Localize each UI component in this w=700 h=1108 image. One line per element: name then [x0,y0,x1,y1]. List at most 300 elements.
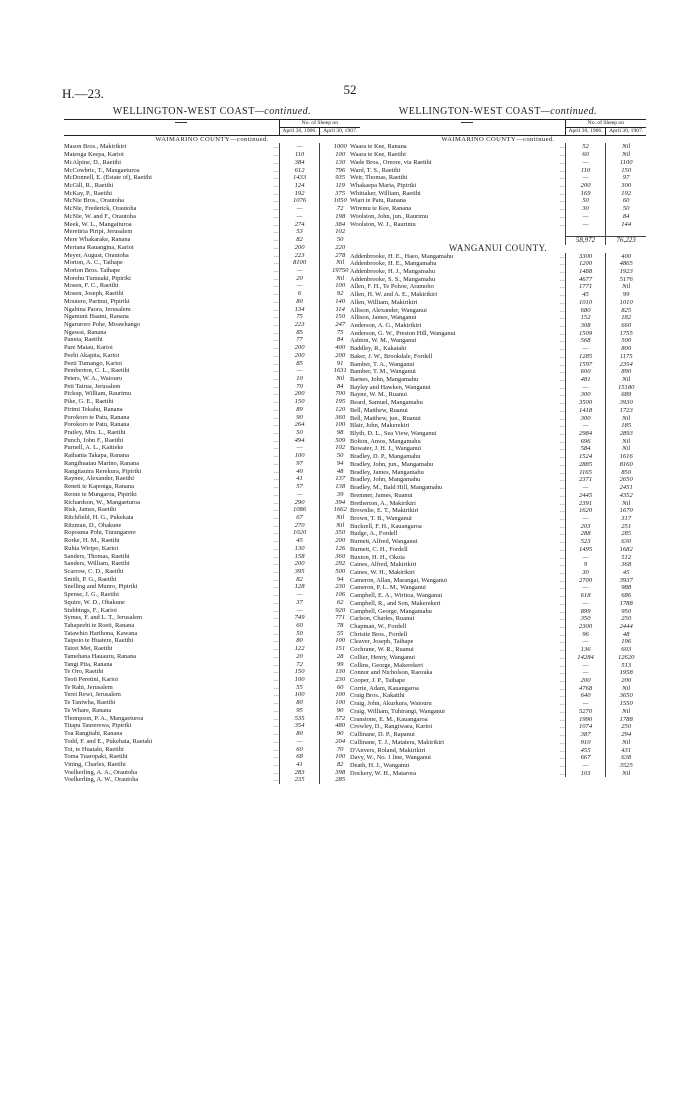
table-row [64,414,360,422]
owner-name: Ruhia Wiripo, Karioi ... [64,544,279,552]
sheep-1906: 1418 [565,407,606,415]
sheep-1906: 612 [279,167,320,175]
table-row [64,452,360,460]
table-row [350,190,646,198]
table-row [64,746,360,754]
table-row [350,205,646,213]
wanganui-section-heading: WANGANUI COUNTY. [448,242,548,253]
sheep-1907: 1788 [606,600,646,608]
sheep-1907: 3525 [606,762,646,770]
table-row [64,614,360,622]
owner-name: Ropoama Pohi, Turangarere ... [64,529,279,537]
sheep-1907: 120 [320,406,360,414]
sheep-1907: 2650 [606,476,646,484]
page-number: 52 [343,82,357,97]
sheep-1906: 1509 [565,330,606,338]
sheep-1906: 1076 [279,197,320,205]
sheep-1907: Nil [606,739,646,747]
owner-name: Teoti Peretini, Karioi ... [64,676,279,684]
sheep-1907: 94 [320,576,360,584]
owner-name: Ward, T. S., Raetihi ... [350,166,565,174]
owner-name: Anderson, A. G., Makirikiri ... [350,321,565,329]
sheep-1907: 294 [606,731,646,739]
sheep-1906: 584 [565,445,606,453]
sheep-1907: 1050 [320,197,360,205]
sheep-1906: 37 [279,599,320,607]
table-row [64,182,360,190]
owner-name: Allen, H. W. and A. E., Makirikiri ... [350,291,565,299]
owner-name: McNie Bros., Orautoha ... [64,197,279,205]
owner-name: Campbell, George, Mangamahu ... [350,607,565,615]
sheep-1907: 1755 [606,330,646,338]
table-row [350,646,646,654]
sheep-1906: 8100 [279,259,320,267]
sheep-1907: Nil [606,415,646,423]
table-row [64,499,360,507]
sheep-1906: 235 [279,776,320,784]
sheep-1907: 1670 [606,507,646,515]
owner-name: Peters, W. A., Waiouru ... [64,375,279,382]
table-row [350,276,646,284]
sheep-1907: 12620 [606,654,646,662]
owner-name: Todd, F. and E., Pukehata, Raetahi ... [64,737,279,745]
owner-name: Mere Whakarake, Ranana ... [64,236,279,244]
owner-name: Barnes, John, Mangamahu ... [350,376,565,383]
owner-name: Reone te Mungaroa, Pipiriki ... [64,490,279,498]
owner-name: Collier, Henry, Wanganui ... [350,653,565,661]
sheep-1906: 57 [279,483,320,491]
table-row [350,747,646,755]
sheep-1906: 52 [565,143,606,151]
owner-name: Bamber, T. M., Wanganui ... [350,368,565,376]
owner-name: Ngamuni Haami, Ranana ... [64,313,279,321]
sheep-1906: 3300 [565,253,606,261]
sheep-1907: 196 [606,638,646,646]
owner-name: McKay, P., Raetihi ... [64,189,279,197]
sheep-1906: 72 [279,661,320,669]
owner-name: Christie Bros., Fordell ... [350,630,565,638]
owner-name: Te Rahi, Jerusalem ... [64,683,279,691]
sheep-1906: 70 [279,383,320,391]
sheep-1907: 130 [320,159,360,167]
sheep-1907: Nil [606,376,646,384]
sheep-1906: — [565,213,606,221]
sheep-1907: 250 [606,615,646,623]
owner-name: Pickup, William, Raurimu ... [64,390,279,398]
owner-name: Porokoro te Patu, Ranana ... [64,413,279,421]
sheep-1907: 150 [606,167,646,175]
sheep-1906: 150 [279,668,320,676]
sheep-1907: 138 [320,483,360,491]
sheep-1906: 1010 [565,299,606,307]
owner-name: Tangi Pita, Ranana ... [64,660,279,668]
table-row [350,677,646,685]
right-group-header: No. of Sheep on [565,119,646,127]
sheep-1906: 203 [565,523,606,531]
sheep-1907: 90 [320,707,360,715]
sheep-1906: 2885 [565,461,606,469]
sheep-1906: 82 [279,576,320,584]
sheep-1907: Nil [606,151,646,159]
owner-name: Caines, Alfred, Makirikiri ... [350,561,565,569]
owner-name: Sanders, William, Raetihi ... [64,560,279,568]
table-row [64,336,360,344]
sheep-1906: — [565,584,606,592]
sheep-1906: 283 [279,769,320,777]
sheep-1906: 85 [279,329,320,337]
table-row [64,553,360,561]
sheep-1906: 77 [279,336,320,344]
sheep-1906: 100 [279,676,320,684]
owner-name: Tahapeehi te Roeti, Ranana ... [64,622,279,629]
sheep-1907: 126 [320,545,360,553]
table-row [350,515,646,523]
sheep-1906: 274 [279,221,320,229]
sheep-1906: 82 [279,236,320,244]
table-row [350,600,646,608]
owner-name: Ritchfield, H. G., Pukekata ... [64,513,279,521]
owner-name: Brown, T. B., Wanganui ... [350,514,565,522]
sheep-1906: 134 [279,306,320,314]
owner-name: McDonnell, E. (Estate of), Raetihi ... [64,174,279,182]
owner-name: Bretherton, A., Makirikiri ... [350,499,565,507]
table-row [350,453,646,461]
owner-name: Blyth, D. L., Sea View, Wanganui ... [350,430,565,438]
sheep-1907: 82 [320,761,360,769]
sheep-1907: 15180 [606,384,646,392]
sheep-1906: — [279,267,320,275]
table-row [350,368,646,376]
owner-name: Collins, George, Makerekeri ... [350,661,565,669]
owner-name: Snelling and Munro, Pipiriki ... [64,583,279,591]
table-row [64,306,360,314]
sheep-1906: 910 [565,739,606,747]
sheep-1907: Nil [606,283,646,291]
owner-name: Addenbrooke, H. E., Mangamahu ... [350,260,565,268]
sheep-1907: 192 [606,190,646,198]
table-row [350,422,646,430]
sheep-1907: 278 [320,252,360,260]
sheep-1907: 50 [320,452,360,460]
sheep-1907: 384 [320,221,360,229]
sheep-1906: 1620 [565,507,606,515]
table-row [64,699,360,707]
table-row [350,530,646,538]
sheep-1906: — [279,213,320,221]
table-row [350,685,646,693]
table-row [64,360,360,368]
sheep-1906: 85 [279,360,320,368]
owner-name: Wiremu te Kee, Ranana ... [350,205,565,213]
owner-name: Bolton, Amos, Mangamahu ... [350,437,565,445]
sheep-1907: 98 [320,429,360,437]
owner-name: Smith, P. G., Raetihi ... [64,575,279,583]
sheep-1906: 68 [279,753,320,761]
table-row [64,761,360,769]
sheep-1906: 41 [279,761,320,769]
sheep-1907: 512 [606,554,646,562]
sheep-1906: 1990 [565,716,606,724]
owner-name: Bell, Matthew, jun., Ruanui ... [350,414,565,422]
left-column [64,108,360,784]
sheep-1907: 100 [320,691,360,699]
sheep-1907: 686 [606,592,646,600]
owner-name: Spense, J. G., Raetihi ... [64,591,279,599]
sheep-1907: 3937 [606,577,646,585]
sheep-1906: 10 [279,375,320,383]
table-row [64,143,360,151]
sheep-1906: 523 [565,538,606,546]
sheep-1906: 618 [565,592,606,600]
table-row [350,623,646,631]
sheep-1907: 60 [606,197,646,205]
table-row [64,722,360,730]
owner-name: Vining, Charles, Raetihi ... [64,760,279,768]
sheep-1907: 90 [320,730,360,738]
owner-name: Addenbrooke, H. J., Mangamahu ... [350,267,565,275]
owner-name: Woolston, W. J., Raurimu ... [350,220,565,228]
sheep-1907: 151 [320,645,360,653]
sheep-1906: 50 [565,197,606,205]
table-row [350,638,646,646]
sheep-1906: 2984 [565,430,606,438]
sheep-1906: 200 [279,352,320,360]
table-row [64,599,360,607]
sheep-1906: 680 [565,307,606,315]
sheep-1907: 375 [320,190,360,198]
owner-name: Pratley, Mrs. L., Raetihi ... [64,429,279,437]
table-row [64,545,360,553]
table-row [64,174,360,182]
sheep-1906: 1433 [279,174,320,182]
sheep-1906: 75 [279,313,320,321]
table-row [350,376,646,384]
table-row [350,415,646,423]
owner-name: Mosen, Joseph, Raetihi ... [64,290,279,298]
owner-name: Death, H. J., Wanganui ... [350,761,565,769]
owner-name: Peehi Akapita, Karioi ... [64,351,279,359]
owner-name: Pemberton, C. L., Raetihi ... [64,367,279,375]
sheep-1906: 95 [279,707,320,715]
table-row [64,367,360,375]
sheep-1906: 200 [565,182,606,190]
sheep-1907: 75 [320,329,360,337]
table-row [350,159,646,167]
sheep-1907: 45 [606,569,646,577]
owner-name: Cullinane, T. J., Matatera, Makirikiri ... [350,738,565,746]
sheep-1906: 494 [279,437,320,445]
sheep-1907: 850 [606,469,646,477]
owner-name: McAlpine, D., Raetihi ... [64,158,279,166]
table-row [64,352,360,360]
sheep-1906: — [565,484,606,492]
sheep-1906: 667 [565,754,606,762]
owner-name: Waara te Kee, Ranana ... [350,143,565,151]
sheep-1906: 1597 [565,361,606,369]
table-row [64,529,360,537]
sheep-1907: 100 [320,421,360,429]
table-row [64,645,360,653]
sheep-1907: 60 [320,684,360,692]
owner-name: Wade Bros., Oreore, via Raetihi ... [350,158,565,166]
owner-name: Tamehana Hauauru, Ranana ... [64,652,279,660]
table-row [64,607,360,615]
table-row [64,197,360,205]
sheep-1907: 119 [320,182,360,190]
sheep-1907: 39 [320,491,360,499]
sheep-1906: 192 [279,190,320,198]
sheep-1907: 48 [320,468,360,476]
table-row [350,708,646,716]
sheep-1906: — [279,491,320,499]
sheep-1907: 100 [320,637,360,645]
table-row [64,421,360,429]
table-row [350,253,646,261]
sheep-1907: 50 [606,205,646,213]
sheep-1907: 1723 [606,407,646,415]
owner-name: Voelkerling, A. A., Orautoha ... [64,768,279,776]
sheep-1906: 2300 [565,623,606,631]
owner-name: Rorke, H. M., Raetihi ... [64,537,279,545]
sheep-1906: 1771 [565,283,606,291]
table-row [64,167,360,175]
table-row [350,430,646,438]
sheep-1907: 78 [320,622,360,630]
owner-name: McGill, R., Raetihi ... [64,182,279,190]
owner-name: Purnell, A. L., Kaitieke ... [64,444,279,452]
sheep-1906: 96 [565,631,606,639]
left-sheep-table [64,119,360,784]
sheep-1907: 182 [606,314,646,322]
table-row [64,151,360,159]
sheep-1906: 14284 [565,654,606,662]
owner-name: Morton, A. C., Taihape ... [64,259,279,267]
table-row [350,692,646,700]
table-row [350,731,646,739]
sheep-1907: 1616 [606,453,646,461]
owner-name: Sanders, Thomas, Raetihi ... [64,552,279,560]
sheep-1907: 1550 [606,700,646,708]
sheep-1906: 270 [279,522,320,530]
owner-name: Ngahina Paora, Jerusalem ... [64,305,279,313]
owner-name: Taipoto te Huatere, Raetihi ... [64,637,279,645]
sheep-1906: 50 [279,630,320,638]
table-row [64,622,360,630]
owner-name: Bell, Matthew, Ruanui ... [350,406,565,414]
sheep-1906: — [279,591,320,599]
sheep-1906: — [565,638,606,646]
sheep-1907: 5176 [606,276,646,284]
sheep-1907: 8160 [606,461,646,469]
owner-name: Craig, William, Tuhirangi, Wanganui ... [350,707,565,715]
sheep-1906: 110 [565,167,606,175]
sheep-1906: 640 [565,692,606,700]
owner-name: Cochrane, W. R., Ruanui ... [350,646,565,654]
sheep-1907: 3650 [606,692,646,700]
table-row [350,546,646,554]
table-row [64,267,360,275]
table-row [350,291,646,299]
owner-name: Mosen, F. C., Raetihi ... [64,282,279,290]
sheep-1906: 110 [279,151,320,159]
sheep-1907: 19750 [320,267,360,275]
left-name-header [64,119,279,135]
table-row [64,282,360,290]
table-row [64,653,360,661]
left-col1-header: April 30, 1906. [279,127,320,135]
right-name-header [350,119,565,135]
owner-name: Beard, Samuel, Mangamahu ... [350,399,565,407]
table-row [350,407,646,415]
sheep-1906: 1524 [565,453,606,461]
sheep-1906: — [565,762,606,770]
sheep-1906: 600 [565,368,606,376]
sheep-1907: 500 [606,337,646,345]
table-row [350,221,646,229]
table-row [350,197,646,205]
sheep-1907: 1010 [606,299,646,307]
table-row [350,523,646,531]
owner-name: McNie, W. and F., Orautoha ... [64,212,279,220]
table-row [64,676,360,684]
sheep-1907: 603 [606,646,646,654]
table-row [350,754,646,762]
owner-name: Peti Tairua, Jerusalem ... [64,382,279,390]
owner-name: Buckrell, F. H., Kauangaroa ... [350,522,565,530]
owner-name: Bamber, T. A., Wanganui ... [350,360,565,368]
sheep-1906: 1200 [565,260,606,268]
owner-name: Morton Bros. Taihape ... [64,266,279,274]
sheep-1907: 1958 [606,669,646,677]
sheep-1906: 80 [279,637,320,645]
table-row [64,190,360,198]
owner-name: McNie, Frederick, Orautoha ... [64,205,279,213]
sheep-1907: 70 [320,746,360,754]
sheep-1907: 638 [606,754,646,762]
table-row [64,398,360,406]
table-row [64,375,360,383]
table-row [64,691,360,699]
table-row [64,205,360,213]
sheep-1907: 251 [606,523,646,531]
table-row [350,384,646,392]
table-row [64,468,360,476]
table-row [350,631,646,639]
sheep-1907: 398 [320,769,360,777]
owner-name: Buxton, H. H., Okoia ... [350,553,565,561]
owner-name: Connor and Nicholson, Raoraka ... [350,669,565,677]
table-row [350,283,646,291]
table-row [350,723,646,731]
owner-name: Matenga Keepa, Karioi ... [64,151,279,159]
sheep-1906: 40 [279,468,320,476]
sheep-1907: 292 [320,560,360,568]
sheep-1907: 1100 [606,159,646,167]
table-row [64,444,360,452]
owner-name: Toa Rangitahi, Ranana ... [64,730,279,738]
sheep-1907: 689 [606,391,646,399]
sheep-1907: 84 [606,213,646,221]
sheep-1907: 572 [320,715,360,723]
sheep-1907: Nil [320,522,360,530]
owner-name: Meretiria Piripi, Jerusalem ... [64,228,279,236]
table-row [64,321,360,329]
owner-name: Richardson, W., Mangaeturoa ... [64,498,279,506]
sheep-1907: 114 [320,306,360,314]
sheep-1906: — [565,700,606,708]
sheep-1907: 84 [320,383,360,391]
sheep-1906: 50 [279,429,320,437]
